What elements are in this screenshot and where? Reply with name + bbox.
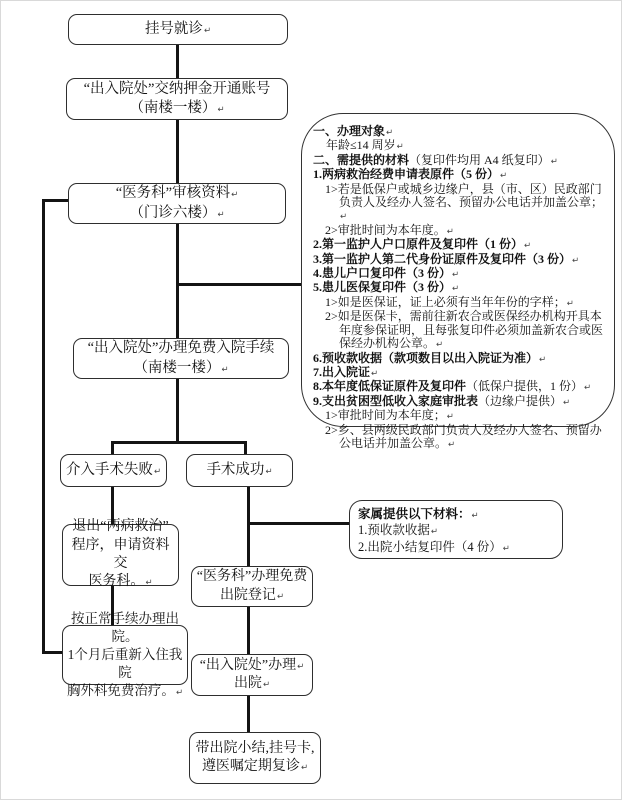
connector-to-family-box (249, 522, 349, 525)
info-item: 二、需提供的材料（复印件均用 A4 纸复印）↵ (313, 152, 558, 167)
return-mark: ↵ (297, 660, 305, 671)
flow-box-deposit-account (66, 78, 288, 120)
info-item: 1>如是医保证，证上必须有当年年份的字样；↵ (325, 294, 574, 309)
return-mark: ↵ (448, 438, 456, 449)
return-mark: ↵ (566, 297, 574, 308)
info-item: 6.预收款收据（款项数目以出入院证为准）↵ (313, 350, 547, 365)
flow-box-discharge-office (191, 654, 313, 696)
info-item: 家属提供以下材料：↵ (358, 507, 479, 521)
return-mark: ↵ (524, 240, 532, 251)
return-mark: ↵ (471, 510, 479, 520)
info-item: 2.第一监护人户口原件及复印件（1 份）↵ (313, 237, 532, 252)
info-item: 2>审批时间为本年度。↵ (325, 222, 454, 237)
info-item: 2>乡、县两级民政部门负责人及经办人签名、预留办公电话并加盖公章。↵ (325, 422, 602, 450)
connector-feedback-bottom (42, 651, 63, 654)
return-mark: ↵ (276, 590, 285, 601)
info-box (301, 113, 615, 450)
flow-box-normal-discharge-label: 按正常手续办理出院。 1个月后重新入住我院 胸外科免费治疗。↵ (66, 611, 184, 698)
info-item: 1.预收款收据↵ (358, 523, 439, 538)
return-mark: ↵ (550, 155, 558, 166)
connector-feedback-top (42, 199, 69, 202)
info-item: 5.患儿医保复印件（3 份）↵ (313, 280, 460, 295)
info-item: 一、办理对象↵ (313, 124, 394, 138)
return-mark: ↵ (221, 363, 229, 374)
return-mark: ↵ (500, 170, 508, 181)
info-item: 8.本年度低保证原件及复印件（低保户提供，1 份）↵ (313, 379, 592, 394)
info-item: 3.第一监护人第二代身份证原件及复印件（3 份）↵ (313, 251, 580, 266)
return-mark: ↵ (340, 211, 348, 222)
return-mark: ↵ (175, 686, 184, 697)
return-mark: ↵ (265, 465, 273, 476)
return-mark: ↵ (452, 269, 460, 280)
connector-review-admission (176, 223, 179, 338)
connector-deposit-review (176, 119, 179, 184)
info-item: 2>如是医保卡，需前往新农合或医保经办机构开具本年度参保证明，且每张复印件必须加盖新农合或医保经办机构公章。↵ (325, 309, 604, 351)
flow-box-free-discharge-registration (191, 566, 313, 607)
info-item: 2.出院小结复印件（4 份）↵ (358, 539, 510, 554)
return-mark: ↵ (386, 127, 394, 137)
return-mark: ↵ (572, 254, 580, 265)
connector-office-followup (247, 696, 250, 733)
return-mark: ↵ (371, 367, 379, 378)
return-mark: ↵ (452, 283, 460, 294)
connector-admission-split (176, 378, 179, 441)
info-box-content (313, 125, 606, 451)
info-item: 4.患儿户口复印件（3 份）↵ (313, 266, 460, 281)
info-item: 1.两病救治经费申请表原件（5 份）↵ (313, 167, 508, 182)
return-mark: ↵ (539, 353, 547, 364)
return-mark: ↵ (300, 762, 309, 772)
return-mark: ↵ (203, 24, 212, 35)
return-mark: ↵ (584, 382, 592, 393)
return-mark: ↵ (153, 465, 162, 476)
flow-box-review (68, 183, 286, 224)
connector-success-discharge-reg (247, 487, 250, 567)
return-mark: ↵ (502, 542, 510, 553)
info-item: 7.出入院证↵ (313, 364, 379, 379)
flow-box-quit-program-label: 退出“两病救治” 程序，申请资料交 医务科。↵ (71, 519, 170, 590)
return-mark: ↵ (217, 104, 225, 114)
family-materials-content (358, 506, 554, 555)
connector-register-deposit (176, 44, 179, 79)
return-mark: ↵ (446, 225, 454, 236)
connector-split-to-failed (111, 441, 114, 455)
connector-split-to-success (244, 441, 247, 455)
return-mark: ↵ (430, 526, 439, 537)
info-item: 9.支出贫困型低收入家庭审批表（边缘户提供）↵ (313, 393, 571, 408)
return-mark: ↵ (262, 679, 271, 689)
family-materials-box (349, 500, 563, 559)
return-mark: ↵ (446, 411, 454, 422)
connector-reg-discharge-office (247, 607, 250, 655)
flow-box-free-admission (73, 338, 289, 379)
flow-box-deposit-account-label: “出入院处”交纳押金开通账号 （南楼一楼）↵ (83, 80, 271, 116)
flow-box-surgery-failed-label: 介入手术失败↵ (65, 461, 162, 478)
info-item: 1>审批时间为本年度；↵ (325, 408, 454, 423)
flow-box-register (68, 14, 288, 45)
flow-box-quit-program (62, 519, 179, 590)
flow-box-register-label: 挂号就诊↵ (144, 20, 212, 37)
flow-box-normal-discharge (62, 611, 188, 698)
flow-box-followup (189, 732, 321, 784)
flow-box-discharge-office-label: “出入院处”办理↵ 出院↵ (199, 657, 305, 691)
return-mark: ↵ (217, 208, 225, 219)
return-mark: ↵ (396, 141, 404, 152)
return-mark: ↵ (436, 339, 444, 350)
flow-box-followup-label: 带出院小结,挂号卡, 遵医嘱定期复诊↵ (195, 740, 315, 774)
info-item: 年龄≤14 周岁↵ (326, 138, 404, 153)
flow-box-surgery-success (186, 454, 293, 487)
info-item: 1>若是低保户或城乡边缘户，县（市、区）民政部门负责人及经办人签名、预留办公电话并加盖公章；↵ (325, 181, 604, 222)
return-mark: ↵ (145, 577, 153, 588)
connector-split-horizontal (111, 441, 247, 444)
return-mark: ↵ (231, 189, 239, 200)
flow-box-surgery-success-label: 手术成功↵ (206, 461, 273, 478)
flow-box-free-discharge-registration-label: “医务科”办理免费 出院登记↵ (196, 569, 308, 603)
flow-box-free-admission-label: “出入院处”办理免费入院手续 （南楼一楼）↵ (87, 340, 275, 376)
flow-box-review-label: “医务科”审核资料↵ （门诊六楼）↵ (115, 185, 239, 221)
connector-branch-to-info-box (178, 283, 301, 286)
return-mark: ↵ (563, 396, 571, 407)
connector-feedback-vertical (42, 199, 45, 654)
flow-box-surgery-failed (60, 454, 167, 487)
